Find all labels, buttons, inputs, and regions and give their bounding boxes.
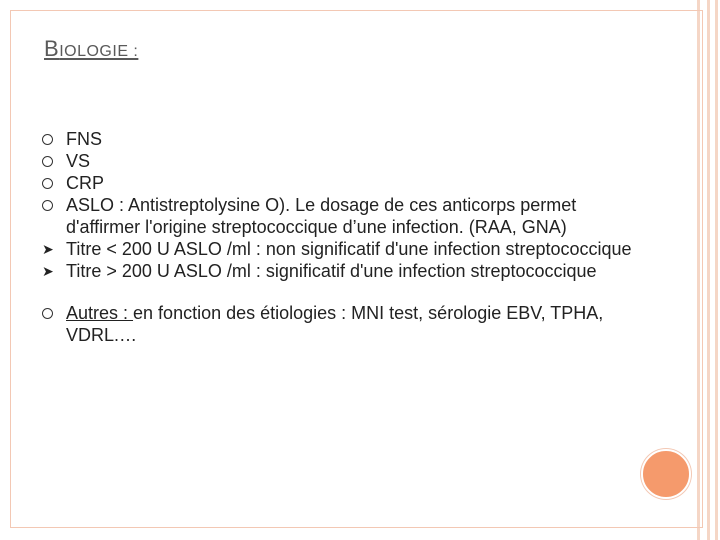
bullet-list	[42, 128, 642, 346]
circle-outline-icon	[42, 128, 62, 150]
bullet-text: Titre > 200 U ASLO /ml : significatif d'une infection streptococcique	[66, 261, 597, 281]
bullet-text: CRP	[66, 173, 105, 193]
circle-outline-icon	[42, 302, 62, 324]
title-initial: B	[44, 36, 60, 61]
bullet-text: VS	[66, 151, 91, 171]
list-item	[42, 302, 642, 346]
decorative-bar	[707, 0, 710, 540]
slide-title	[44, 36, 138, 62]
decorative-orb	[641, 449, 691, 499]
bullet-text: FNS	[66, 129, 102, 149]
list-item	[42, 194, 642, 238]
circle-outline-icon	[42, 194, 62, 216]
bullet-text: ASLO : Antistreptolysine O). Le dosage de ces anticorps permet d'affirmer l'origine streptococcique d’une infection. (RAA, GNA)	[66, 195, 577, 237]
circle-outline-icon	[42, 172, 62, 194]
list-item	[42, 260, 642, 282]
list-item	[42, 150, 642, 172]
bullet-lead: Autres :	[66, 303, 134, 323]
circle-outline-icon	[42, 150, 62, 172]
decorative-bar	[715, 0, 718, 540]
list-item	[42, 128, 642, 150]
arrowhead-icon: ➤	[42, 263, 54, 279]
bullet-text: Titre < 200 U ASLO /ml : non significatif d'une infection streptococcique	[66, 239, 632, 259]
list-item	[42, 238, 642, 260]
list-item	[42, 172, 642, 194]
arrowhead-icon: ➤	[42, 241, 54, 257]
title-rest: IOLOGIE :	[59, 43, 139, 60]
bullet-text: en fonction des étiologies : MNI test, sérologie EBV, TPHA, VDRL.…	[66, 303, 604, 345]
